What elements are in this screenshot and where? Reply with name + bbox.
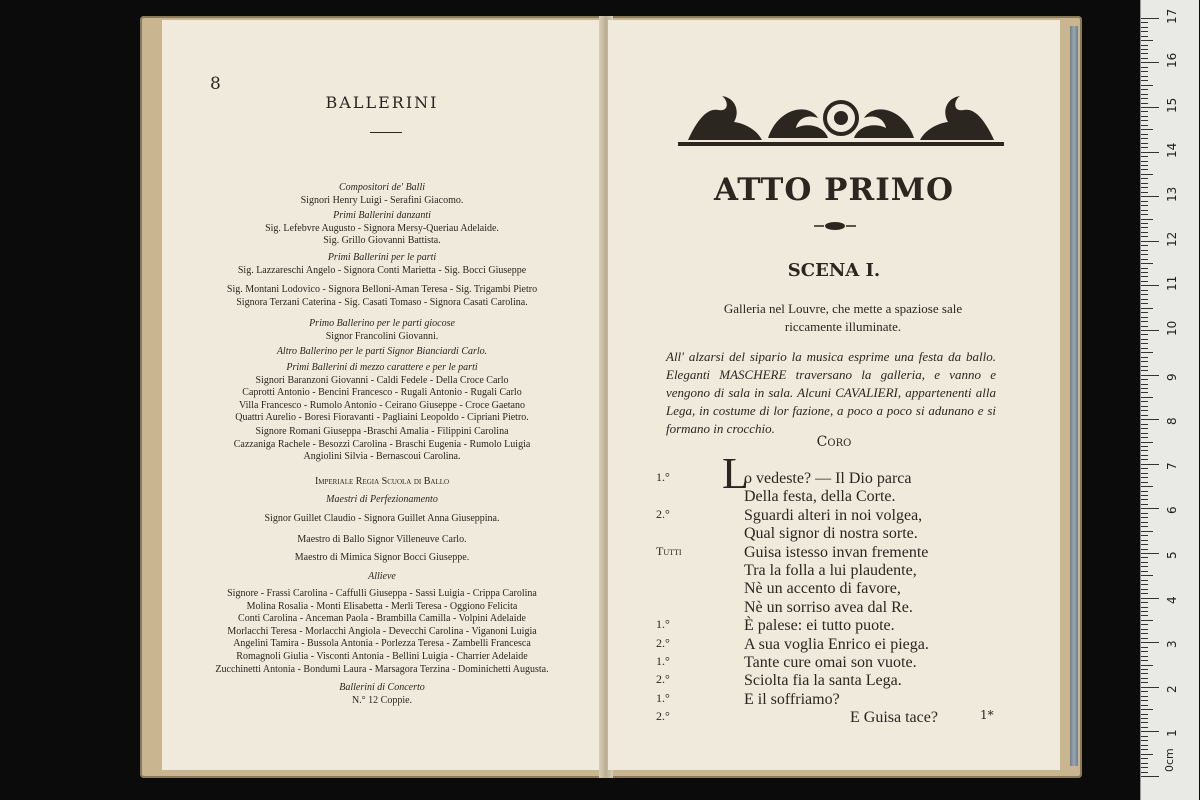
verse-speaker: 1.° — [656, 690, 670, 705]
ruler-tick — [1141, 633, 1148, 634]
ruler-tick — [1141, 58, 1148, 59]
ruler-tick — [1141, 486, 1153, 487]
ruler-tick — [1141, 651, 1148, 652]
ruler-tick — [1141, 384, 1148, 385]
ruler-tick — [1141, 727, 1148, 728]
ruler-tick — [1141, 312, 1148, 313]
verse-speaker: 2.° — [656, 709, 670, 724]
ruler-tick — [1141, 575, 1153, 576]
verse-text: Nè un sorriso avea dal Re. — [744, 598, 913, 616]
drop-cap: L — [722, 449, 749, 498]
cast-section — [184, 494, 580, 507]
ruler-tick — [1141, 714, 1148, 715]
ruler-tick — [1141, 276, 1148, 277]
ruler-tick — [1141, 629, 1148, 630]
ruler-tick — [1141, 294, 1148, 295]
ruler-tick — [1141, 321, 1148, 322]
cast-line: Angiolini Silvia - Bernascoui Carolina. — [303, 451, 461, 463]
title-rule — [370, 132, 402, 133]
verse-text: Della festa, della Corte. — [744, 488, 896, 506]
cast-line: Sig. Lefebvre Augusto - Signora Mersy-Queriau Adelaide. — [265, 222, 499, 234]
ruler-tick — [1141, 424, 1148, 425]
cast-line: Signore Romani Giuseppa -Braschi Amalia - Filippini Carolina — [255, 426, 509, 437]
ruler-tick — [1141, 178, 1148, 179]
ruler-tick — [1141, 477, 1148, 478]
cast-line: Signori Baranzoni Giovanni - Caldi Fedele - Della Croce Carlo — [255, 374, 509, 386]
ruler-tick — [1141, 459, 1148, 460]
measurement-ruler — [1140, 0, 1199, 800]
ruler-tick — [1141, 406, 1148, 407]
cast-line: Conti Carolina - Anceman Paola - Brambilla Camilla - Volpini Adelaide — [238, 613, 526, 625]
ruler-tick — [1141, 18, 1159, 19]
ruler-tick — [1141, 152, 1159, 153]
ruler-tick — [1141, 571, 1148, 572]
ruler-tick — [1141, 772, 1148, 773]
ruler-tick — [1141, 388, 1148, 389]
ruler-tick — [1141, 464, 1159, 465]
ruler-tick — [1141, 428, 1148, 429]
ruler-tick — [1141, 125, 1148, 126]
ruler-tick — [1141, 22, 1148, 23]
ruler-number: 2 — [1165, 685, 1179, 693]
page-title-ballerini: BALLERINI — [325, 93, 439, 112]
cast-line: Ballerini di Concerto — [339, 682, 425, 693]
ruler-tick — [1141, 410, 1148, 411]
ruler-tick — [1141, 268, 1148, 269]
left-page — [162, 20, 602, 770]
ruler-tick — [1141, 183, 1148, 184]
ruler-tick — [1141, 473, 1148, 474]
ruler-number: 13 — [1165, 186, 1179, 203]
cast-line: Signor Francolini Giovanni. — [325, 330, 439, 342]
ruler-tick — [1141, 749, 1148, 750]
cast-line: Compositori de' Balli — [338, 182, 426, 193]
ruler-tick — [1141, 285, 1159, 286]
ruler-tick — [1141, 210, 1148, 211]
ruler-tick — [1141, 758, 1148, 759]
ruler-tick — [1141, 647, 1148, 648]
ruler-tick — [1141, 89, 1148, 90]
ruler-tick — [1141, 308, 1153, 309]
ruler-tick — [1141, 446, 1148, 447]
cast-line: Maestro di Ballo Signor Villeneuve Carlo. — [297, 534, 467, 545]
ruler-tick — [1141, 540, 1148, 541]
ruler-tick — [1141, 767, 1148, 768]
verse-speaker: 1.° — [656, 617, 670, 632]
cast-line: Sig. Lazzareschi Angelo - Signora Conti Marietta - Sig. Bocci Giuseppe — [237, 264, 527, 276]
cast-section — [184, 588, 580, 676]
verse-text: Tante cure omai son vuote. — [744, 654, 917, 671]
ruler-tick — [1141, 584, 1148, 585]
ruler-tick — [1141, 281, 1148, 282]
ruler-tick — [1141, 214, 1148, 215]
ruler-tick — [1141, 504, 1148, 505]
cast-line: Villa Francesco - Rumolo Antonio - Ceirano Giuseppe - Croce Gaetano — [239, 399, 525, 411]
ruler-tick — [1141, 80, 1148, 81]
ruler-tick — [1141, 754, 1153, 755]
ruler-tick — [1141, 642, 1159, 643]
ruler-tick — [1141, 232, 1148, 233]
cast-section — [184, 252, 580, 277]
ruler-tick — [1141, 722, 1148, 723]
ruler-tick — [1141, 348, 1148, 349]
verse-text: Nè un accento di favore, — [744, 580, 901, 598]
cast-section — [184, 284, 580, 309]
cast-line: Zucchinetti Antonia - Bondumi Laura - Marsagora Terzina - Dominichetti Augusta. — [215, 663, 549, 675]
ruler-tick — [1141, 339, 1148, 340]
ruler-tick — [1141, 709, 1153, 710]
ruler-tick — [1141, 272, 1148, 273]
scene-title: SCENA I. — [787, 260, 881, 281]
ruler-number: 5 — [1165, 551, 1179, 559]
ruler-number: 11 — [1165, 276, 1179, 292]
verse-text: Sguardi alteri in noi volgea, — [744, 506, 923, 524]
cast-line: Sig. Montani Lodovico - Signora Belloni-Aman Teresa - Sig. Trigambi Pietro — [226, 284, 538, 295]
ruler-tick — [1141, 549, 1148, 550]
ruler-tick — [1141, 700, 1148, 701]
ruler-tick — [1141, 27, 1148, 28]
cast-section — [184, 571, 580, 584]
ruler-tick — [1141, 419, 1159, 420]
ruler-tick — [1141, 535, 1148, 536]
cast-line: Allieve — [368, 571, 396, 582]
ruler-tick — [1141, 187, 1148, 188]
ruler-tick — [1141, 392, 1148, 393]
book — [140, 16, 1082, 778]
ruler-tick — [1141, 334, 1148, 335]
ruler-tick — [1141, 299, 1148, 300]
ruler-tick — [1141, 76, 1148, 77]
verse-speaker: 2.° — [656, 635, 670, 650]
verse-text: Tra la folla a lui plaudente, — [744, 562, 917, 579]
ruler-tick — [1141, 330, 1159, 331]
ruler-tick — [1141, 401, 1148, 402]
ruler-tick — [1141, 691, 1148, 692]
cast-section — [184, 426, 580, 464]
signature-mark: 1* — [980, 708, 994, 722]
ruler-tick — [1141, 263, 1153, 264]
ruler-tick — [1141, 696, 1148, 697]
ruler-tick — [1141, 31, 1148, 32]
verse-speaker: 2.° — [656, 506, 670, 521]
ruler-tick — [1141, 745, 1148, 746]
verse-text: Qual signor di nostra sorte. — [744, 525, 918, 543]
ruler-tick — [1141, 45, 1148, 46]
cast-section — [184, 346, 580, 359]
ruler-tick — [1141, 656, 1148, 657]
ruler-tick — [1141, 379, 1148, 380]
ruler-tick — [1141, 415, 1148, 416]
ruler-tick — [1141, 147, 1148, 148]
ruler-number: 10 — [1165, 320, 1179, 336]
ruler-tick — [1141, 682, 1148, 683]
cast-line: Imperiale Regia Scuola di Ballo — [314, 476, 450, 487]
cast-line: Maestri di Perfezionamento — [326, 494, 438, 505]
ruler-tick — [1141, 67, 1148, 68]
verse-speaker: 1.° — [656, 470, 670, 484]
ruler-tick — [1141, 669, 1148, 670]
cast-section — [184, 182, 580, 207]
cast-line: Sig. Grillo Giovanni Battista. — [323, 235, 441, 247]
book-edge — [1070, 26, 1078, 766]
ruler-tick — [1141, 250, 1148, 251]
ruler-tick — [1141, 85, 1153, 86]
header-ornament-icon — [678, 88, 1004, 148]
ruler-tick — [1141, 366, 1148, 367]
ruler-tick — [1141, 526, 1148, 527]
ruler-tick — [1141, 94, 1148, 95]
ruler-tick — [1141, 776, 1159, 777]
cast-line: Angelini Tamira - Bussola Antonia - Porlezza Teresa - Zambelli Francesca — [233, 638, 531, 650]
ruler-tick — [1141, 192, 1148, 193]
ruler-number: 1 — [1165, 729, 1179, 738]
ruler-tick — [1141, 468, 1148, 469]
act-title: ATTO PRIMO — [713, 172, 955, 208]
ruler-tick — [1141, 71, 1148, 72]
ruler-number: 6 — [1165, 506, 1179, 515]
ruler-tick — [1141, 598, 1159, 599]
cast-line: Cazzaniga Rachele - Besozzi Carolina - Braschi Eugenia - Rumolo Luigia — [233, 438, 531, 450]
ruler-tick — [1141, 665, 1153, 666]
ruler-number: 16 — [1165, 53, 1179, 69]
ruler-tick — [1141, 513, 1148, 514]
ruler-tick — [1141, 660, 1148, 661]
cast-section — [184, 534, 580, 547]
ruler-tick — [1141, 116, 1148, 117]
ruler-tick — [1141, 236, 1148, 237]
ruler-tick — [1141, 370, 1148, 371]
cast-line: Signor Guillet Claudio - Signora Guillet Anna Giuseppina. — [264, 513, 500, 524]
ruler-tick — [1141, 602, 1148, 603]
cast-section — [184, 476, 580, 489]
cast-line: Altro Ballerino per le parti Signor Bianciardi Carlo. — [276, 346, 488, 357]
ruler-tick — [1141, 241, 1159, 242]
ruler-tick — [1141, 205, 1148, 206]
ruler-tick — [1141, 107, 1159, 108]
ruler-tick — [1141, 129, 1153, 130]
ruler-tick — [1141, 491, 1148, 492]
ruler-tick — [1141, 531, 1153, 532]
page-number: 8 — [210, 74, 221, 94]
ruler-tick — [1141, 566, 1148, 567]
divider-ornament-icon — [814, 220, 856, 232]
ruler-tick — [1141, 62, 1159, 63]
chorus-heading: Coro — [816, 434, 852, 450]
ruler-tick — [1141, 607, 1148, 608]
ruler-tick — [1141, 553, 1159, 554]
ruler-tick — [1141, 450, 1148, 451]
scene-description — [698, 300, 988, 336]
cast-line: Molina Rosalia - Monti Elisabetta - Merli Teresa - Oggiono Felicita — [246, 600, 518, 612]
ruler-tick — [1141, 508, 1159, 509]
ruler-tick — [1141, 290, 1148, 291]
stage-direction: All' alzarsi del sipario la musica esprime una festa da ballo. Eleganti MASCHERE traversano la galleria, e vanno e vengono di sala in sala. Alcuni CAVALIERI, appartenenti alla Lega, in costume di lor fazione, a poco a poco si adunano e si formano in crocchio. — [666, 349, 996, 436]
ruler-tick — [1141, 433, 1148, 434]
ruler-tick — [1141, 143, 1148, 144]
verse-text: E Guisa tace? — [850, 709, 938, 727]
ruler-number: 17 — [1165, 8, 1179, 24]
ruler-tick — [1141, 259, 1148, 260]
ruler-tick — [1141, 673, 1148, 674]
ruler-tick — [1141, 522, 1148, 523]
verse-text: Sciolta fia la santa Lega. — [744, 672, 902, 690]
ruler-tick — [1141, 718, 1148, 719]
verse-text: Guisa istesso invan fremente — [744, 543, 929, 561]
cast-line: Primi Ballerini per le parti — [327, 252, 437, 263]
ruler-tick — [1141, 375, 1159, 376]
ruler-tick — [1141, 352, 1153, 353]
ruler-number: 7 — [1165, 462, 1179, 470]
ruler-tick — [1141, 499, 1148, 500]
ruler-tick — [1141, 763, 1148, 764]
ruler-tick — [1141, 357, 1148, 358]
cast-section — [184, 552, 580, 565]
ruler-tick — [1141, 343, 1148, 344]
ruler-tick — [1141, 223, 1148, 224]
ruler-tick — [1141, 165, 1148, 166]
ruler-number: 4 — [1165, 595, 1179, 604]
verse-text: È palese: ei tutto puote. — [744, 617, 895, 635]
ruler-number: 8 — [1165, 417, 1179, 426]
ruler-tick — [1141, 111, 1148, 112]
ruler-unit-label: 0cm — [1163, 748, 1176, 772]
verse-speaker: Tutti — [656, 543, 682, 558]
verse-text: A sua voglia Enrico ei piega. — [744, 635, 929, 653]
ruler-tick — [1141, 687, 1159, 688]
cast-line: Primi Ballerini di mezzo carattere e per le parti — [286, 362, 478, 373]
ruler-tick — [1141, 161, 1148, 162]
ruler-tick — [1141, 437, 1148, 438]
cast-section — [184, 682, 580, 707]
ruler-tick — [1141, 317, 1148, 318]
ruler-tick — [1141, 589, 1148, 590]
ruler-tick — [1141, 482, 1148, 483]
ruler-tick — [1141, 196, 1159, 197]
ruler-number: 15 — [1165, 97, 1179, 113]
ruler-tick — [1141, 705, 1148, 706]
cast-section — [184, 513, 580, 526]
cast-line: Romagnoli Giulia - Visconti Antonia - Bellini Luigia - Charrier Adelaide — [236, 650, 528, 662]
ruler-tick — [1141, 678, 1148, 679]
ruler-tick — [1141, 219, 1153, 220]
cast-line: Signore - Frassi Carolina - Caffulli Giuseppa - Sassi Luigia - Crippa Carolina — [227, 588, 537, 599]
ruler-tick — [1141, 740, 1148, 741]
ruler-tick — [1141, 303, 1148, 304]
ruler-number: 12 — [1165, 231, 1179, 247]
ruler-tick — [1141, 638, 1148, 639]
cast-line: Signori Henry Luigi - Serafini Giacomo. — [300, 194, 464, 206]
ruler-tick — [1141, 580, 1148, 581]
ruler-tick — [1141, 245, 1148, 246]
ruler-tick — [1141, 455, 1148, 456]
ruler-tick — [1141, 495, 1148, 496]
ruler-tick — [1141, 134, 1148, 135]
ruler-tick — [1141, 53, 1148, 54]
ruler-tick — [1141, 201, 1148, 202]
ruler-tick — [1141, 254, 1148, 255]
cast-line: Morlacchi Teresa - Morlacchi Angiola - Devecchi Carolina - Viganoni Luigia — [227, 625, 537, 637]
ruler-tick — [1141, 557, 1148, 558]
ruler-tick — [1141, 169, 1148, 170]
ruler-number: 9 — [1165, 372, 1179, 381]
cast-line: Quattri Aurelio - Boresi Fioravanti - Pagliaini Leopoldo - Cipriani Pietro. — [235, 412, 529, 424]
scene-description-line: Galleria nel Louvre, che mette a spaziose sale — [723, 301, 963, 316]
ruler-tick — [1141, 620, 1153, 621]
ruler-tick — [1141, 615, 1148, 616]
ruler-tick — [1141, 611, 1148, 612]
ruler-tick — [1141, 326, 1148, 327]
ruler-tick — [1141, 36, 1148, 37]
ruler-tick — [1141, 156, 1148, 157]
ruler-tick — [1141, 442, 1153, 443]
ruler-tick — [1141, 624, 1148, 625]
cast-line: Maestro di Mimica Signor Bocci Giuseppe. — [294, 552, 470, 563]
verse-speaker: 2.° — [656, 672, 670, 687]
right-page — [608, 20, 1060, 770]
ruler-tick — [1141, 517, 1148, 518]
verse-text: o vedeste? — Il Dio parca — [744, 470, 912, 487]
cast-line: Caprotti Antonio - Bencini Francesco - Rugali Antonio - Rugali Carlo — [242, 387, 522, 399]
scene-description-line: riccamente illuminate. — [784, 319, 902, 334]
cast-line: Primi Ballerini danzanti — [333, 210, 431, 221]
cast-section — [184, 318, 580, 343]
ruler-tick — [1141, 544, 1148, 545]
ruler-tick — [1141, 736, 1148, 737]
ruler-tick — [1141, 562, 1148, 563]
cast-line: Primo Ballerino per le parti giocose — [309, 318, 455, 329]
cast-section — [184, 210, 580, 248]
cast-line: N.° 12 Coppie. — [351, 694, 413, 706]
cast-line: Signora Terzani Caterina - Sig. Casati Tomaso - Signora Casati Carolina. — [236, 296, 528, 308]
ruler-tick — [1141, 174, 1153, 175]
ruler-tick — [1141, 103, 1148, 104]
verse-text: E il soffriamo? — [744, 690, 840, 708]
cast-section — [184, 362, 580, 425]
ruler-number: 3 — [1165, 640, 1179, 649]
ruler-tick — [1141, 40, 1153, 41]
ruler-tick — [1141, 138, 1148, 139]
ruler-tick — [1141, 593, 1148, 594]
verse-speaker: 1.° — [656, 654, 670, 668]
ruler-tick — [1141, 49, 1148, 50]
ruler-tick — [1141, 227, 1148, 228]
ruler-tick — [1141, 98, 1148, 99]
ruler-tick — [1141, 120, 1148, 121]
ruler-number: 14 — [1165, 142, 1179, 158]
ruler-tick — [1141, 731, 1159, 732]
ruler-tick — [1141, 397, 1153, 398]
ruler-tick — [1141, 361, 1148, 362]
